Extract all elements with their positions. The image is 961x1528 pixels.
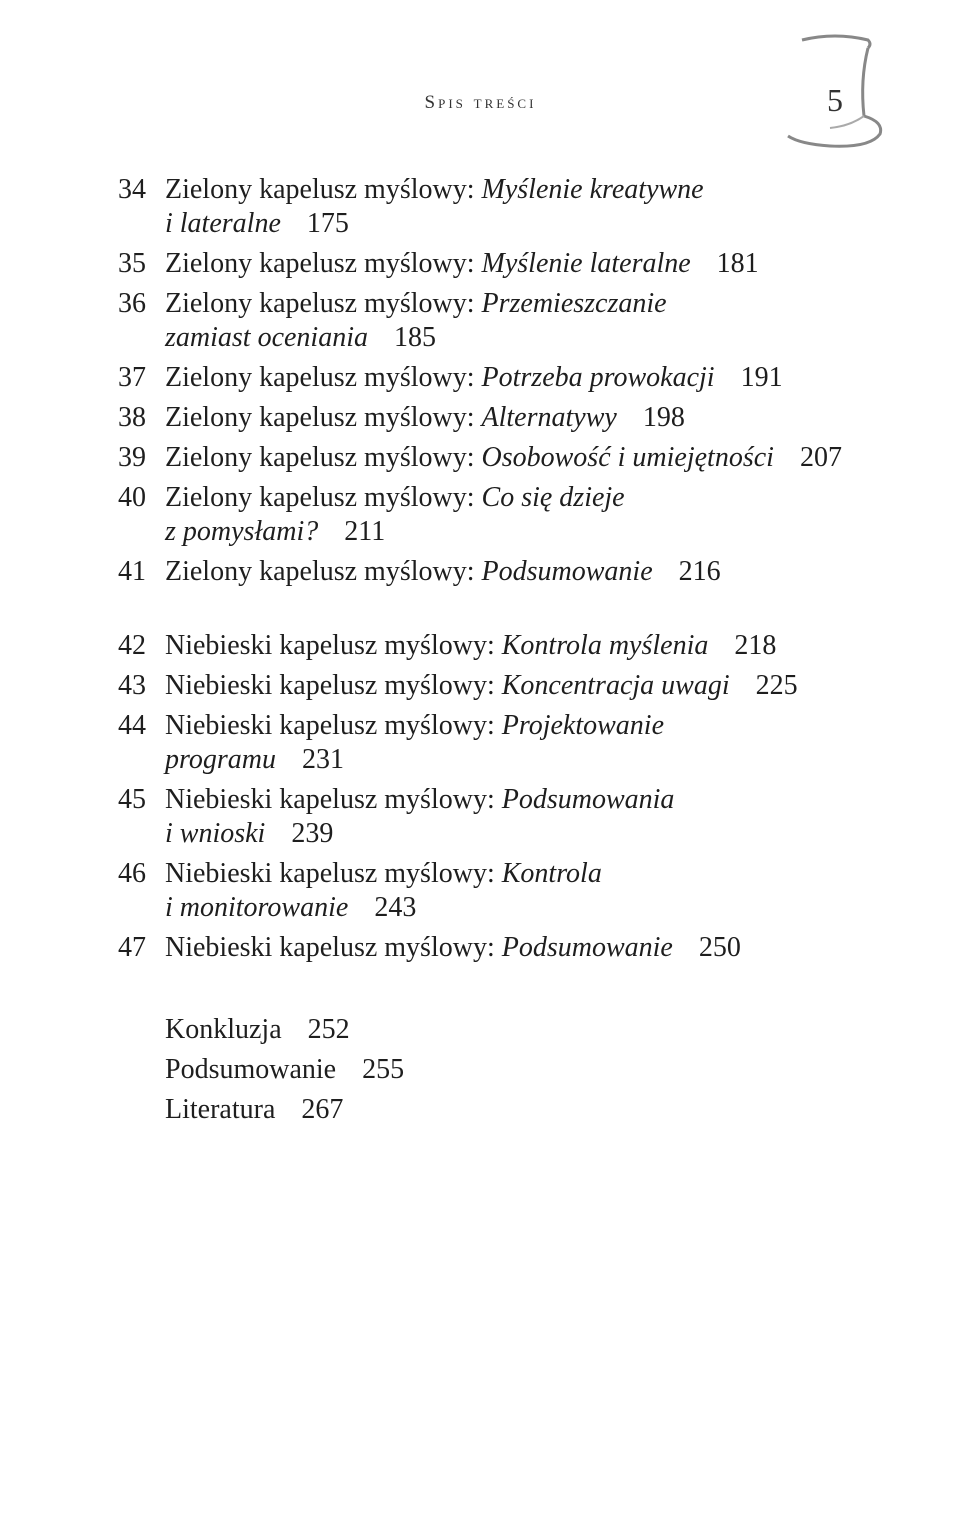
page-ref: 267 [301,1094,344,1125]
toc-entry[interactable] [118,361,878,395]
toc-entry[interactable] [118,401,878,435]
page-ref: 225 [755,670,798,701]
chapter-number: 34 [118,174,146,205]
chapter-number: 43 [118,670,146,701]
section-title: Konkluzja [165,1014,282,1045]
toc-entry[interactable] [118,287,878,355]
chapter-number: 35 [118,248,146,279]
chapter-number: 36 [118,288,146,319]
chapter-title: Zielony kapelusz myślowy: Potrzeba prowokacji 191 [165,362,783,393]
chapter-title: Zielony kapelusz myślowy: Myślenie kreatywne i lateralne 175 [165,174,704,239]
page-ref: 250 [698,932,741,963]
page-ref: 175 [306,208,349,239]
chapter-number: 44 [118,710,146,741]
chapter-number: 41 [118,556,146,587]
chapter-title: Zielony kapelusz myślowy: Alternatywy 198 [165,402,685,433]
chapter-title: Zielony kapelusz myślowy: Myślenie lateralne 181 [165,248,759,279]
page-ref: 231 [301,744,344,775]
table-of-contents [118,173,878,971]
chapter-title: Niebieski kapelusz myślowy: Kontrola i monitorowanie 243 [165,858,602,923]
toc-entry[interactable] [118,629,878,663]
page-ref: 255 [362,1054,405,1085]
chapter-title: Niebieski kapelusz myślowy: Podsumowanie 250 [165,932,741,963]
toc-entry[interactable] [118,857,878,925]
page-ref: 218 [734,630,777,661]
chapter-title: Zielony kapelusz myślowy: Podsumowanie 216 [165,556,721,587]
section-title: Podsumowanie [165,1054,337,1085]
back-matter [165,1013,404,1133]
chapter-title: Zielony kapelusz myślowy: Osobowość i umiejętności 207 [165,442,842,473]
chapter-number: 45 [118,784,146,815]
chapter-number: 40 [118,482,146,513]
toc-entry[interactable] [165,1053,404,1087]
toc-entry[interactable] [118,555,878,589]
page-ref: 207 [799,442,842,473]
toc-entry[interactable] [118,173,878,241]
page-number: 5 [827,82,843,118]
toc-entry[interactable] [118,247,878,281]
section-spacer [118,595,878,629]
chapter-number: 39 [118,442,146,473]
page-ref: 216 [678,556,721,587]
section-title: Literatura [165,1094,276,1125]
page-ref: 239 [291,818,334,849]
chapter-number: 38 [118,402,146,433]
page-ref: 191 [740,362,783,393]
toc-entry[interactable] [118,783,878,851]
chapter-title: Niebieski kapelusz myślowy: Koncentracja uwagi 225 [165,670,798,701]
page-ref: 181 [716,248,759,279]
chapter-number: 46 [118,858,146,889]
toc-entry[interactable] [118,481,878,549]
chapter-title: Niebieski kapelusz myślowy: Kontrola myślenia 218 [165,630,777,661]
toc-entry[interactable] [165,1093,404,1127]
toc-entry[interactable] [118,931,878,965]
page-ref: 211 [344,516,386,547]
toc-entry[interactable] [118,669,878,703]
page-ref: 252 [307,1014,350,1045]
toc-entry[interactable] [118,441,878,475]
page-ref: 185 [394,322,436,353]
chapter-number: 47 [118,932,146,963]
page-header-title: Spis treści [424,92,537,113]
chapter-title: Zielony kapelusz myślowy: Co się dzieje z pomysłami? 211 [165,482,625,547]
chapter-number: 42 [118,630,146,661]
chapter-title: Niebieski kapelusz myślowy: Podsumowania i wnioski 239 [165,784,675,849]
page-ref: 243 [374,892,417,923]
chapter-number: 37 [118,362,146,393]
toc-entry[interactable] [118,709,878,777]
chapter-title: Niebieski kapelusz myślowy: Projektowanie programu 231 [165,710,664,775]
toc-entry[interactable] [165,1013,404,1047]
page-ref: 198 [642,402,685,433]
chapter-title: Zielony kapelusz myślowy: Przemieszczanie zamiast oceniania 185 [165,288,667,353]
